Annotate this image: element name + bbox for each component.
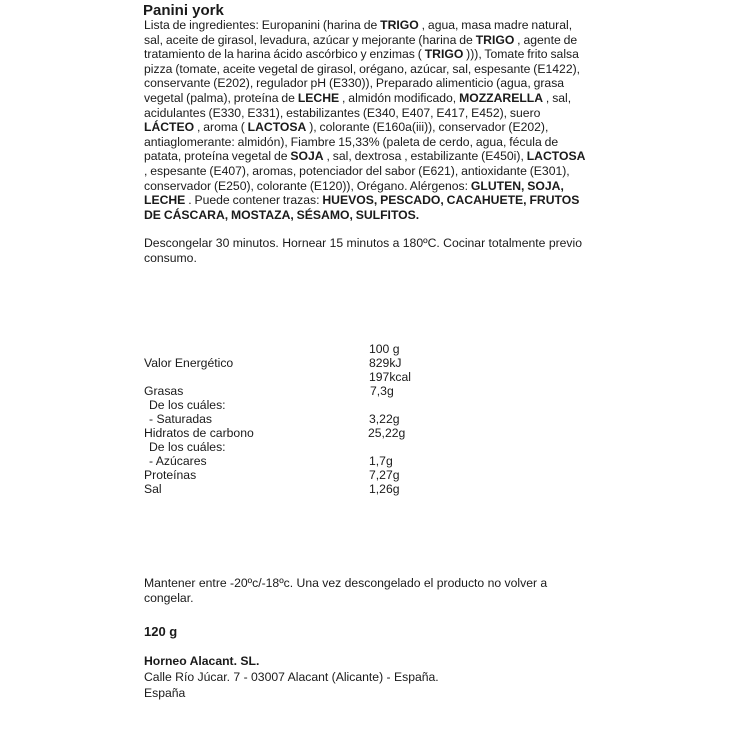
allergen-highlight: LACTOSA — [526, 149, 586, 164]
fat-value: 7,3g — [370, 384, 394, 398]
carbs-value: 25,22g — [368, 426, 406, 440]
ingredient-text-run: Lista de ingredientes: Europanini (harina de — [144, 18, 381, 32]
salt-value: 1,26g — [369, 482, 400, 496]
energy-label: Valor Energético — [144, 356, 234, 370]
nutrition-header: 100 g — [369, 342, 400, 356]
allergen-highlight: LECHE — [297, 90, 340, 105]
ingredient-text-run: , almidón modificado, — [339, 90, 460, 105]
salt-label: Sal — [144, 482, 162, 496]
energy-kcal: 197kcal — [369, 370, 412, 384]
allergen-highlight: MOZZARELLA — [459, 90, 544, 105]
allergen-highlight: HUEVOS, PESCADO, CACAHUETE, FRUTOS DE CÁSCARA, MOSTAZA, SÉSAMO, SULFITOS. — [144, 193, 580, 222]
ingredient-text-run: ), colorante (E160a(iii)), conservador (E202), antiaglomerante: almidón), Fiambre 15,33% (paleta de cerdo, agua, fécula de patata, proteína vegetal de — [144, 120, 559, 164]
net-weight: 120 g — [144, 624, 178, 639]
manufacturer-country: España — [144, 686, 186, 700]
ingredient-text-run: , sal, dextrosa , estabilizante (E450i), — [323, 149, 527, 164]
preparation-instructions: Descongelar 30 minutos. Hornear 15 minutos a 180ºC. Cocinar totalmente previo consumo. — [144, 236, 583, 265]
carbs-label: Hidratos de carbono — [144, 426, 254, 440]
ingredient-text-run: , aroma ( — [194, 120, 248, 135]
allergen-highlight: TRIGO — [475, 32, 515, 47]
protein-label: Proteínas — [144, 468, 197, 482]
saturated-value: 3,22g — [369, 412, 400, 426]
ingredient-text-run: . Puede contener trazas: — [185, 193, 323, 208]
allergen-highlight: LACTOSA — [247, 120, 307, 135]
allergen-highlight: GLUTEN, SOJA, LECHE — [144, 178, 564, 208]
saturated-label: - Saturadas — [149, 412, 213, 426]
allergen-highlight: SOJA — [290, 149, 324, 164]
energy-kj: 829kJ — [369, 356, 402, 370]
of-which-label: De los cuáles: — [149, 440, 226, 454]
protein-value: 7,27g — [369, 468, 400, 482]
product-title: Panini york — [143, 2, 224, 19]
allergen-highlight: TRIGO — [380, 18, 419, 32]
manufacturer-block — [144, 653, 439, 701]
allergen-highlight: TRIGO — [424, 47, 464, 62]
of-which-label: De los cuáles: — [149, 398, 226, 412]
ingredient-text-run: ))), Tomate frito salsa pizza (tomate, aceite vegetal de girasol, orégano, azúcar, sal, espesante (E1422), conservante (E202), regulador pH (E330)), Preparado alimenticio (agua, grasa vegetal (palma), proteína de — [144, 47, 581, 105]
manufacturer-address: Calle Río Júcar. 7 - 03007 Alacant (Alicante) - España. — [144, 670, 439, 684]
sugars-value: 1,7g — [369, 454, 393, 468]
manufacturer-name: Horneo Alacant. SL. — [144, 654, 260, 668]
allergen-highlight: LÁCTEO — [144, 120, 195, 135]
storage-instructions: Mantener entre -20ºc/-18ºc. Una vez descongelado el producto no volver a congelar. — [144, 576, 548, 605]
ingredient-text-run: , agua, masa madre natural, sal, aceite de girasol, levadura, azúcar y mejorante (harina de — [144, 18, 573, 47]
ingredient-text-run: , espesante (E407), aromas, potenciador del sabor (E621), antioxidante (E301), conservador (E250), colorante (E120)), Orégano. Alérgenos: — [144, 163, 570, 193]
fat-label: Grasas — [144, 384, 184, 398]
ingredient-text-run: , agente de tratamiento de la harina ácido ascórbico y enzimas ( — [144, 32, 578, 62]
sugars-label: - Azúcares — [149, 454, 207, 468]
ingredient-text-run: , sal, acidulantes (E330, E331), estabilizantes (E340, E407, E417, E452), suero — [144, 90, 572, 120]
